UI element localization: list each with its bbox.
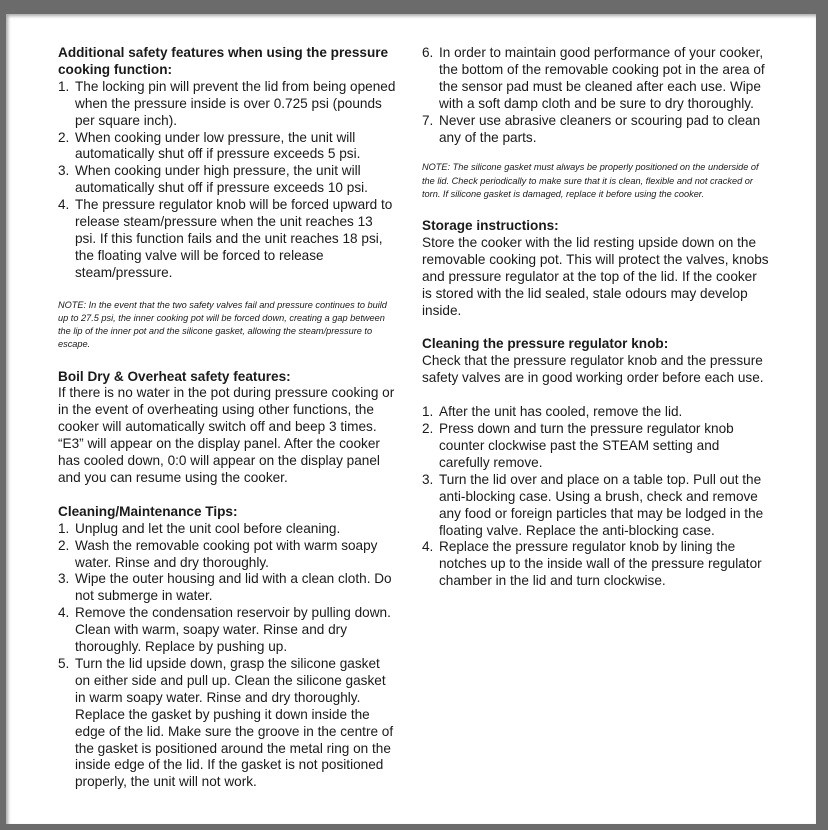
right-column: [422, 45, 770, 590]
item-text: When cooking under low pressure, the unit will automatically shut off if pressure exceeds 5 psi.: [75, 129, 361, 162]
list-item: [58, 163, 396, 197]
item-number: 6.: [422, 45, 434, 60]
item-text: After the unit has cooled, remove the lid.: [439, 404, 683, 420]
item-text: Wash the removable cooking pot with warm soapy water. Rinse and dry thoroughly.: [75, 537, 378, 570]
item-text: Turn the lid over and place on a table top. Pull out the anti-blocking case. Using a brush, check and remove any food or foreign particles that may be lodged in the floating valve. Replace the anti-blocking case.: [439, 471, 764, 538]
list-item: [422, 421, 770, 472]
item-number: 7.: [422, 112, 434, 128]
item-number: 2.: [58, 537, 70, 553]
list-item: [58, 538, 396, 572]
item-text: Remove the condensation reservoir by pulling down. Clean with warm, soapy water. Rinse and dry thoroughly. Replace by pushing up.: [75, 605, 391, 655]
cleaning-list: [58, 521, 396, 792]
item-number: 3.: [58, 571, 70, 587]
boil-dry-text: If there is no water in the pot during pressure cooking or in the event of overheating using other functions, the cooker will automatically switch off and beep 3 times. “E3” will appear on the display panel. After the cooker has cooled down, 0:0 will appear on the display panel and you can resume using the cooker.: [58, 385, 395, 485]
list-item: [58, 197, 396, 282]
storage-heading: Storage instructions:: [422, 218, 559, 234]
item-text: Press down and turn the pressure regulator knob counter clockwise past the STEAM setting and carefully remove.: [439, 421, 734, 470]
item-number: 1.: [58, 520, 70, 536]
item-number: 2.: [58, 129, 70, 145]
list-item: [58, 605, 396, 656]
pressure-safety-heading: Additional safety features when using the pressure cooking function:: [58, 45, 389, 77]
item-text: In order to maintain good performance of your cooker, the bottom of the removable cooking pot in the area of the sensor pad must be cleaned after each use. Wipe with a soft damp cloth and be sure to dry thoroughly.: [439, 45, 765, 111]
item-number: 4.: [422, 539, 434, 555]
item-number: 3.: [58, 163, 70, 179]
list-item: [58, 79, 396, 130]
list-item: [422, 45, 770, 113]
list-item: [422, 404, 770, 421]
item-number: 4.: [58, 197, 70, 213]
cleaning-heading: Cleaning/Maintenance Tips:: [58, 503, 238, 519]
item-text: Never use abrasive cleaners or scouring pad to clean any of the parts.: [439, 112, 761, 145]
regulator-list: [422, 404, 770, 590]
item-text: When cooking under high pressure, the unit will automatically shut off if pressure exceeds 10 psi.: [75, 163, 368, 196]
item-number: 5.: [58, 656, 70, 671]
item-text: Wipe the outer housing and lid with a clean cloth. Do not submerge in water.: [75, 571, 392, 604]
list-item: [422, 113, 770, 147]
regulator-heading: Cleaning the pressure regulator knob:: [422, 336, 669, 352]
regulator-text: Check that the pressure regulator knob and the pressure safety valves are in good working order before each use.: [422, 353, 764, 386]
boil-dry-heading: Boil Dry & Overheat safety features:: [58, 368, 291, 384]
list-item: [58, 571, 396, 605]
item-text: Turn the lid upside down, grasp the silicone gasket on either side and pull up. Clean the silicone gasket in warm soapy water. Rinse and dry thoroughly. Replace the gasket by pushing it down inside the edge of the lid. Make sure the groove in the centre of the gasket is positioned around the metal ring on the inside edge of the lid. If the gasket is not positioned properly, the unit will not work.: [75, 656, 394, 790]
list-item: [422, 472, 770, 540]
item-number: 2.: [422, 421, 434, 437]
item-number: 1.: [58, 78, 70, 94]
left-column: [58, 45, 396, 791]
cleaning-list-continued: [422, 45, 770, 146]
item-text: The pressure regulator knob will be forced upward to release steam/pressure when the unit reaches 13 psi. If this function fails and the unit reaches 18 psi, the floating valve will be forced to release steam/pressure.: [75, 197, 393, 280]
item-number: 1.: [422, 404, 434, 420]
pressure-safety-list: [58, 79, 396, 282]
list-item: [58, 130, 396, 164]
storage-text: Store the cooker with the lid resting upside down on the removable cooking pot. This will protect the valves, knobs and pressure regulator at the top of the lid. If the cooker is stored with the lid sealed, stale odours may develop inside.: [422, 234, 769, 318]
pressure-note: NOTE: In the event that the two safety valves fail and pressure continues to build up to 27.5 psi, the inner cooking pot will be forced down, creating a gap between the lip of the inner pot and the silicone gasket, allowing the steam/pressure to escape.: [58, 299, 387, 350]
item-text: Replace the pressure regulator knob by lining the notches up to the inside wall of the pressure regulator chamber in the lid and turn clockwise.: [439, 539, 762, 589]
item-text: Unplug and let the unit cool before cleaning.: [75, 520, 341, 536]
item-text: The locking pin will prevent the lid from being opened when the pressure inside is over 0.725 psi (pounds per square inch).: [75, 78, 396, 128]
item-number: 3.: [422, 471, 434, 487]
list-item: [422, 539, 770, 590]
item-number: 4.: [58, 605, 70, 621]
gasket-note: NOTE: The silicone gasket must always be properly positioned on the underside of the lid. Check periodically to make sure that it is clean, flexible and not cracked or torn. If silicone gasket is damaged, replace it before using the cooker.: [422, 162, 759, 199]
list-item: [58, 656, 396, 791]
list-item: [58, 521, 396, 538]
